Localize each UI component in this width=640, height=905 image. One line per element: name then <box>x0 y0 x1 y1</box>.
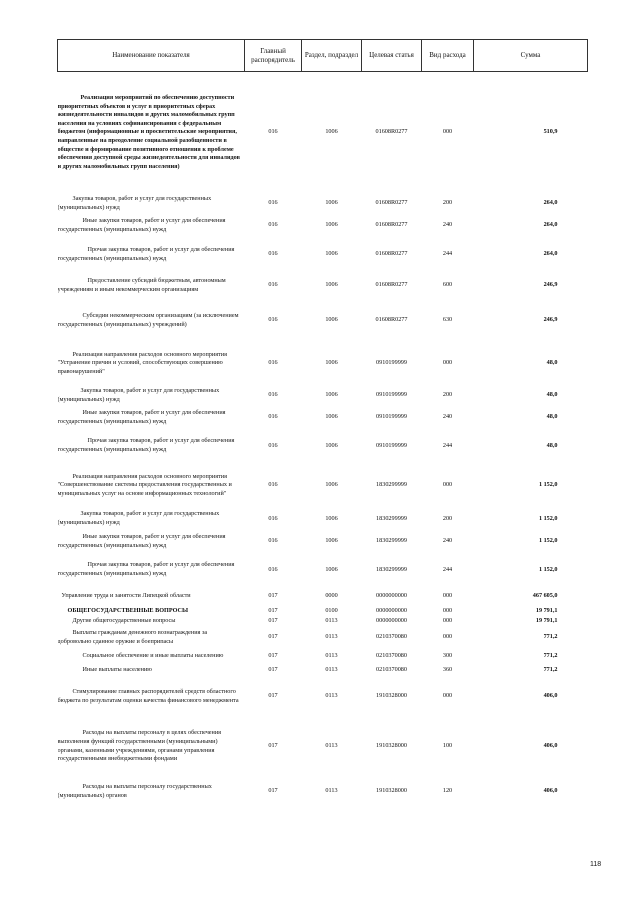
row-name: Реализация мероприятий по обеспечению доступности приоритетных объектов и услуг в приоритетных сферах жизнедеятельности инвалидов и других маломобильных групп населения на условиях софинансирования с федеральным бюджетом (информационные и просветительские мероприятия, направленные на преодоление социальной разобщенности в обществе и формирование позитивного отношения к проблеме обеспечения доступной среды жизнедеятельности для инвалидов и других маломобильных групп населения) <box>57 94 240 170</box>
table-row <box>58 677 588 717</box>
row-expense-type: 240 <box>442 537 453 545</box>
row-name: Стимулирование главных распорядителей средств областного бюджета по результатам оценки качества финансового менеджмента <box>57 687 239 704</box>
row-expense-type: 000 <box>442 617 453 625</box>
row-main-manager: 016 <box>268 221 278 229</box>
row-main-manager: 017 <box>268 607 278 615</box>
row-expense-type: 100 <box>442 742 453 750</box>
row-expense-type: 244 <box>442 565 453 573</box>
row-sum: 406,0 <box>543 787 558 795</box>
row-name: Прочая закупка товаров, работ и услуг для обеспечения государственных (муниципальных) нужд <box>57 245 235 262</box>
row-expense-type: 200 <box>442 199 453 207</box>
row-sum: 771,2 <box>543 633 558 641</box>
row-sum: 1 152,0 <box>538 481 558 489</box>
row-target-article: 0210370080 <box>376 652 407 660</box>
row-sum: 467 605,0 <box>532 592 558 600</box>
row-name: Выплаты гражданам денежного вознаграждения за добровольно сданное оружие и боеприпасы <box>57 628 208 645</box>
row-main-manager: 016 <box>268 514 278 522</box>
row-section: 0113 <box>325 652 338 660</box>
row-main-manager: 016 <box>268 481 278 489</box>
header-sum: Сумма <box>474 40 588 72</box>
table-header-row <box>58 40 588 72</box>
row-expense-type: 000 <box>442 633 453 641</box>
table-row <box>58 194 588 214</box>
row-name: ОБЩЕГОСУДАРСТВЕННЫЕ ВОПРОСЫ <box>67 607 189 615</box>
budget-table <box>57 39 588 807</box>
row-sum: 48,0 <box>546 359 558 367</box>
row-main-manager: 016 <box>268 413 278 421</box>
row-main-manager: 017 <box>268 692 278 700</box>
table-row <box>58 238 588 272</box>
row-target-article: 0000000000 <box>376 592 407 600</box>
row-main-manager: 017 <box>268 666 278 674</box>
row-target-article: 1830299999 <box>376 481 407 489</box>
row-expense-type: 120 <box>442 787 453 795</box>
row-section: 0113 <box>325 633 338 641</box>
table-row <box>58 649 588 665</box>
row-name: Иные выплаты населению <box>82 666 152 674</box>
table-row <box>58 342 588 386</box>
row-sum: 771,2 <box>543 666 558 674</box>
header-main-manager: Главный распорядитель <box>245 40 302 72</box>
row-target-article: 01608R0277 <box>375 128 408 136</box>
row-target-article: 0000000000 <box>376 607 407 615</box>
row-target-article: 1830299999 <box>376 565 407 573</box>
row-section: 1006 <box>325 281 338 289</box>
table-row <box>58 607 588 617</box>
row-main-manager: 016 <box>268 441 278 449</box>
row-expense-type: 000 <box>442 359 453 367</box>
row-name: Реализация направления расходов основного мероприятия "Устранение причин и условий, способствующих совершению правонарушений" <box>57 350 227 375</box>
row-name: Закупка товаров, работ и услуг для государственных (муниципальных) нужд <box>57 386 220 403</box>
row-main-manager: 016 <box>268 391 278 399</box>
row-target-article: 0910199999 <box>376 391 407 399</box>
row-sum: 246,9 <box>543 316 558 324</box>
row-section: 1006 <box>325 514 338 522</box>
row-target-article: 01608R0277 <box>375 199 408 207</box>
row-expense-type: 600 <box>442 281 453 289</box>
row-target-article: 0210370080 <box>376 633 407 641</box>
row-expense-type: 240 <box>442 413 453 421</box>
row-main-manager: 016 <box>268 565 278 573</box>
row-name: Закупка товаров, работ и услуг для государственных (муниципальных) нужд <box>57 194 212 211</box>
row-target-article: 1910328000 <box>376 787 407 795</box>
row-expense-type: 360 <box>442 666 453 674</box>
row-name: Предоставление субсидий бюджетным, автономным учреждениям и иным некоммерческим организациям <box>57 276 226 293</box>
row-section: 1006 <box>325 413 338 421</box>
row-section: 1006 <box>325 441 338 449</box>
row-section: 1006 <box>325 221 338 229</box>
header-expense-type: Вид расхода <box>422 40 474 72</box>
row-section: 0113 <box>325 787 338 795</box>
row-sum: 48,0 <box>546 413 558 421</box>
table-row <box>58 617 588 627</box>
table-row <box>58 777 588 807</box>
row-expense-type: 244 <box>442 250 453 258</box>
row-expense-type: 000 <box>442 692 453 700</box>
row-target-article: 01608R0277 <box>375 221 408 229</box>
table-row <box>58 463 588 509</box>
row-section: 0000 <box>325 592 338 600</box>
row-sum: 19 791,1 <box>535 617 558 625</box>
row-section: 1006 <box>325 199 338 207</box>
row-name: Управление труда и занятости Липецкой области <box>61 592 191 600</box>
row-expense-type: 630 <box>442 316 453 324</box>
row-main-manager: 017 <box>268 592 278 600</box>
row-target-article: 01608R0277 <box>375 316 408 324</box>
row-name: Закупка товаров, работ и услуг для государственных (муниципальных) нужд <box>57 510 220 526</box>
table-row <box>58 214 588 238</box>
table-row <box>58 627 588 649</box>
row-section: 1006 <box>325 537 338 545</box>
table-row <box>58 406 588 430</box>
row-name: Расходы на выплаты персоналу в целях обеспечения выполнения функций государственными (муниципальными) органами, казенными учреждениями, органами управления государственными внебюджетными фондами <box>57 729 222 763</box>
table-row <box>58 386 588 406</box>
row-sum: 264,0 <box>543 221 558 229</box>
row-main-manager: 016 <box>268 281 278 289</box>
row-name: Прочая закупка товаров, работ и услуг для обеспечения государственных (муниципальных) нужд <box>57 561 235 577</box>
row-name: Реализация направления расходов основного мероприятия "Совершенствование системы предоставления государственных и муниципальных услуг на основе информационных технологий" <box>57 472 232 497</box>
row-expense-type: 240 <box>442 221 453 229</box>
row-target-article: 0910199999 <box>376 359 407 367</box>
table-row <box>58 430 588 463</box>
row-section: 1006 <box>325 250 338 258</box>
row-sum: 1 152,0 <box>538 537 558 545</box>
header-target-article: Целевая статья <box>362 40 422 72</box>
row-main-manager: 016 <box>268 359 278 367</box>
row-section: 1006 <box>325 128 338 136</box>
row-section: 1006 <box>325 481 338 489</box>
row-section: 0113 <box>325 692 338 700</box>
row-section: 1006 <box>325 316 338 324</box>
row-name: Субсидии некоммерческим организациям (за исключением государственных (муниципальных) учреждений) <box>57 311 239 328</box>
header-indicator-name: Наименование показателя <box>58 40 245 72</box>
row-section: 0100 <box>325 607 338 615</box>
row-section: 0113 <box>325 666 338 674</box>
row-sum: 19 791,1 <box>535 607 558 615</box>
row-expense-type: 200 <box>442 514 453 522</box>
row-sum: 264,0 <box>543 250 558 258</box>
row-sum: 406,0 <box>543 692 558 700</box>
table-row <box>58 554 588 587</box>
row-section: 0113 <box>325 742 338 750</box>
row-expense-type: 000 <box>442 481 453 489</box>
row-main-manager: 017 <box>268 742 278 750</box>
row-sum: 48,0 <box>546 391 558 399</box>
row-name: Расходы на выплаты персоналу государственных (муниципальных) органов <box>57 782 212 799</box>
row-target-article: 1910328000 <box>376 692 407 700</box>
table-row <box>58 717 588 777</box>
row-name: Иные закупки товаров, работ и услуг для обеспечения государственных (муниципальных) нужд <box>57 532 226 549</box>
row-expense-type: 200 <box>442 391 453 399</box>
row-sum: 1 152,0 <box>538 565 558 573</box>
row-target-article: 1910328000 <box>376 742 407 750</box>
table-row <box>58 530 588 554</box>
row-target-article: 01608R0277 <box>375 281 408 289</box>
table-row <box>58 272 588 300</box>
row-section: 1006 <box>325 359 338 367</box>
row-main-manager: 016 <box>268 537 278 545</box>
row-section: 0113 <box>325 617 338 625</box>
row-target-article: 0210370080 <box>376 666 407 674</box>
row-target-article: 0910199999 <box>376 441 407 449</box>
row-expense-type: 244 <box>442 441 453 449</box>
row-sum: 510,9 <box>543 128 558 136</box>
row-main-manager: 016 <box>268 199 278 207</box>
row-name: Иные закупки товаров, работ и услуг для обеспечения государственных (муниципальных) нужд <box>57 408 226 425</box>
row-name: Прочая закупка товаров, работ и услуг для обеспечения государственных (муниципальных) нужд <box>57 437 235 453</box>
row-sum: 48,0 <box>546 441 558 449</box>
row-expense-type: 000 <box>442 128 453 136</box>
table-row <box>58 587 588 607</box>
row-sum: 246,9 <box>543 281 558 289</box>
row-main-manager: 016 <box>268 250 278 258</box>
row-main-manager: 017 <box>268 652 278 660</box>
row-expense-type: 000 <box>442 607 453 615</box>
header-section: Раздел, подраздел <box>302 40 362 72</box>
row-sum: 264,0 <box>543 199 558 207</box>
row-main-manager: 016 <box>268 128 278 136</box>
row-name: Социальное обеспечение и иные выплаты населению <box>82 652 224 660</box>
table-row <box>58 300 588 342</box>
row-section: 1006 <box>325 391 338 399</box>
row-expense-type: 000 <box>442 592 453 600</box>
row-target-article: 1830299999 <box>376 514 407 522</box>
row-section: 1006 <box>325 565 338 573</box>
table-row <box>58 72 588 194</box>
page-number: 118 <box>590 861 602 868</box>
row-main-manager: 017 <box>268 787 278 795</box>
row-target-article: 0910199999 <box>376 413 407 421</box>
row-sum: 771,2 <box>543 652 558 660</box>
row-main-manager: 016 <box>268 316 278 324</box>
row-target-article: 0000000000 <box>376 617 407 625</box>
row-expense-type: 300 <box>442 652 453 660</box>
row-main-manager: 017 <box>268 617 278 625</box>
row-sum: 1 152,0 <box>538 514 558 522</box>
row-name: Иные закупки товаров, работ и услуг для обеспечения государственных (муниципальных) нужд <box>57 216 226 233</box>
row-name: Другие общегосударственные вопросы <box>72 617 176 625</box>
row-target-article: 1830299999 <box>376 537 407 545</box>
row-target-article: 01608R0277 <box>375 250 408 258</box>
row-main-manager: 017 <box>268 633 278 641</box>
row-sum: 406,0 <box>543 742 558 750</box>
table-row <box>58 509 588 530</box>
table-row <box>58 665 588 677</box>
